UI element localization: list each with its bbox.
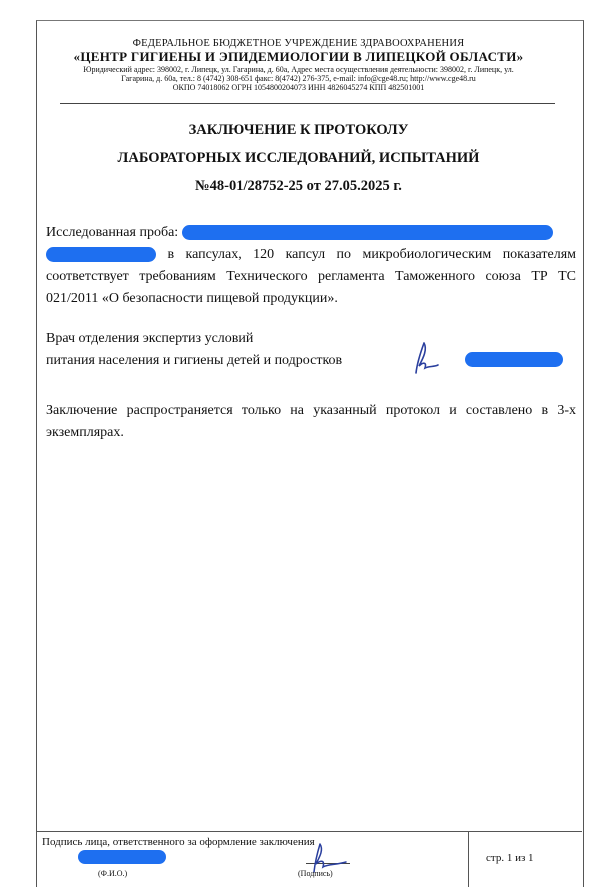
org-name: «ЦЕНТР ГИГИЕНЫ И ЭПИДЕМИОЛОГИИ В ЛИПЕЦКОЙ ОБЛАСТИ» bbox=[73, 49, 524, 65]
address-line2: Гагарина, д. 60а, тел.: 8 (4742) 308-651 факс: 8(4742) 276-375, e-mail: info@cge48.ru; http://www.cge48.ru bbox=[121, 74, 476, 84]
redaction-block bbox=[465, 352, 563, 367]
org-line1: ФЕДЕРАЛЬНОЕ БЮДЖЕТНОЕ УЧРЕЖДЕНИЕ ЗДРАВООХРАНЕНИЯ bbox=[132, 38, 465, 49]
redaction-block bbox=[182, 225, 553, 240]
sample-paragraph bbox=[46, 222, 576, 310]
doctor-position-line2: питания населения и гигиены детей и подростков bbox=[46, 353, 343, 368]
title-line2: ЛАБОРАТОРНЫХ ИССЛЕДОВАНИЙ, ИСПЫТАНИЙ bbox=[117, 150, 480, 166]
protocol-number: №48-01/28752-25 от 27.05.2025 г. bbox=[195, 178, 402, 194]
doctor-position-line1: Врач отделения экспертиз условий bbox=[46, 331, 254, 346]
signature-caption: (Подпись) bbox=[298, 869, 333, 878]
conclusion-text: Заключение распространяется только на указанный протокол и составлено в 3-х экземплярах. bbox=[46, 403, 576, 440]
fio-caption: (Ф.И.О.) bbox=[98, 869, 128, 878]
address-line1: Юридический адрес: 398002, г. Липецк, ул. Гагарина, д. 60а, Адрес места осуществления деятельности: 398002, г. Липецк, ул. bbox=[83, 65, 514, 74]
redaction-block bbox=[78, 850, 166, 864]
letterhead bbox=[0, 38, 597, 93]
doctor-signature-icon bbox=[410, 340, 444, 376]
sample-label: Исследованная проба: bbox=[46, 225, 179, 240]
header-divider bbox=[60, 103, 555, 104]
redaction-block bbox=[46, 247, 156, 262]
footer-block bbox=[36, 831, 582, 887]
page-number: стр. 1 из 1 bbox=[486, 852, 534, 864]
footer-divider bbox=[468, 832, 469, 887]
responsible-label: Подпись лица, ответственного за оформление заключения bbox=[42, 836, 315, 848]
title-line1: ЗАКЛЮЧЕНИЕ К ПРОТОКОЛУ bbox=[188, 122, 409, 138]
codes-line: ОКПО 74018062 ОГРН 1054800204073 ИНН 4826045274 КПП 482501001 bbox=[172, 83, 425, 93]
sample-text: в капсулах, 120 капсул по микробиологическим показателям соответствует требованиям Технического регламента Таможенного союза ТР ТС 021/2011 «О безопасности пищевой продукции». bbox=[46, 247, 576, 306]
